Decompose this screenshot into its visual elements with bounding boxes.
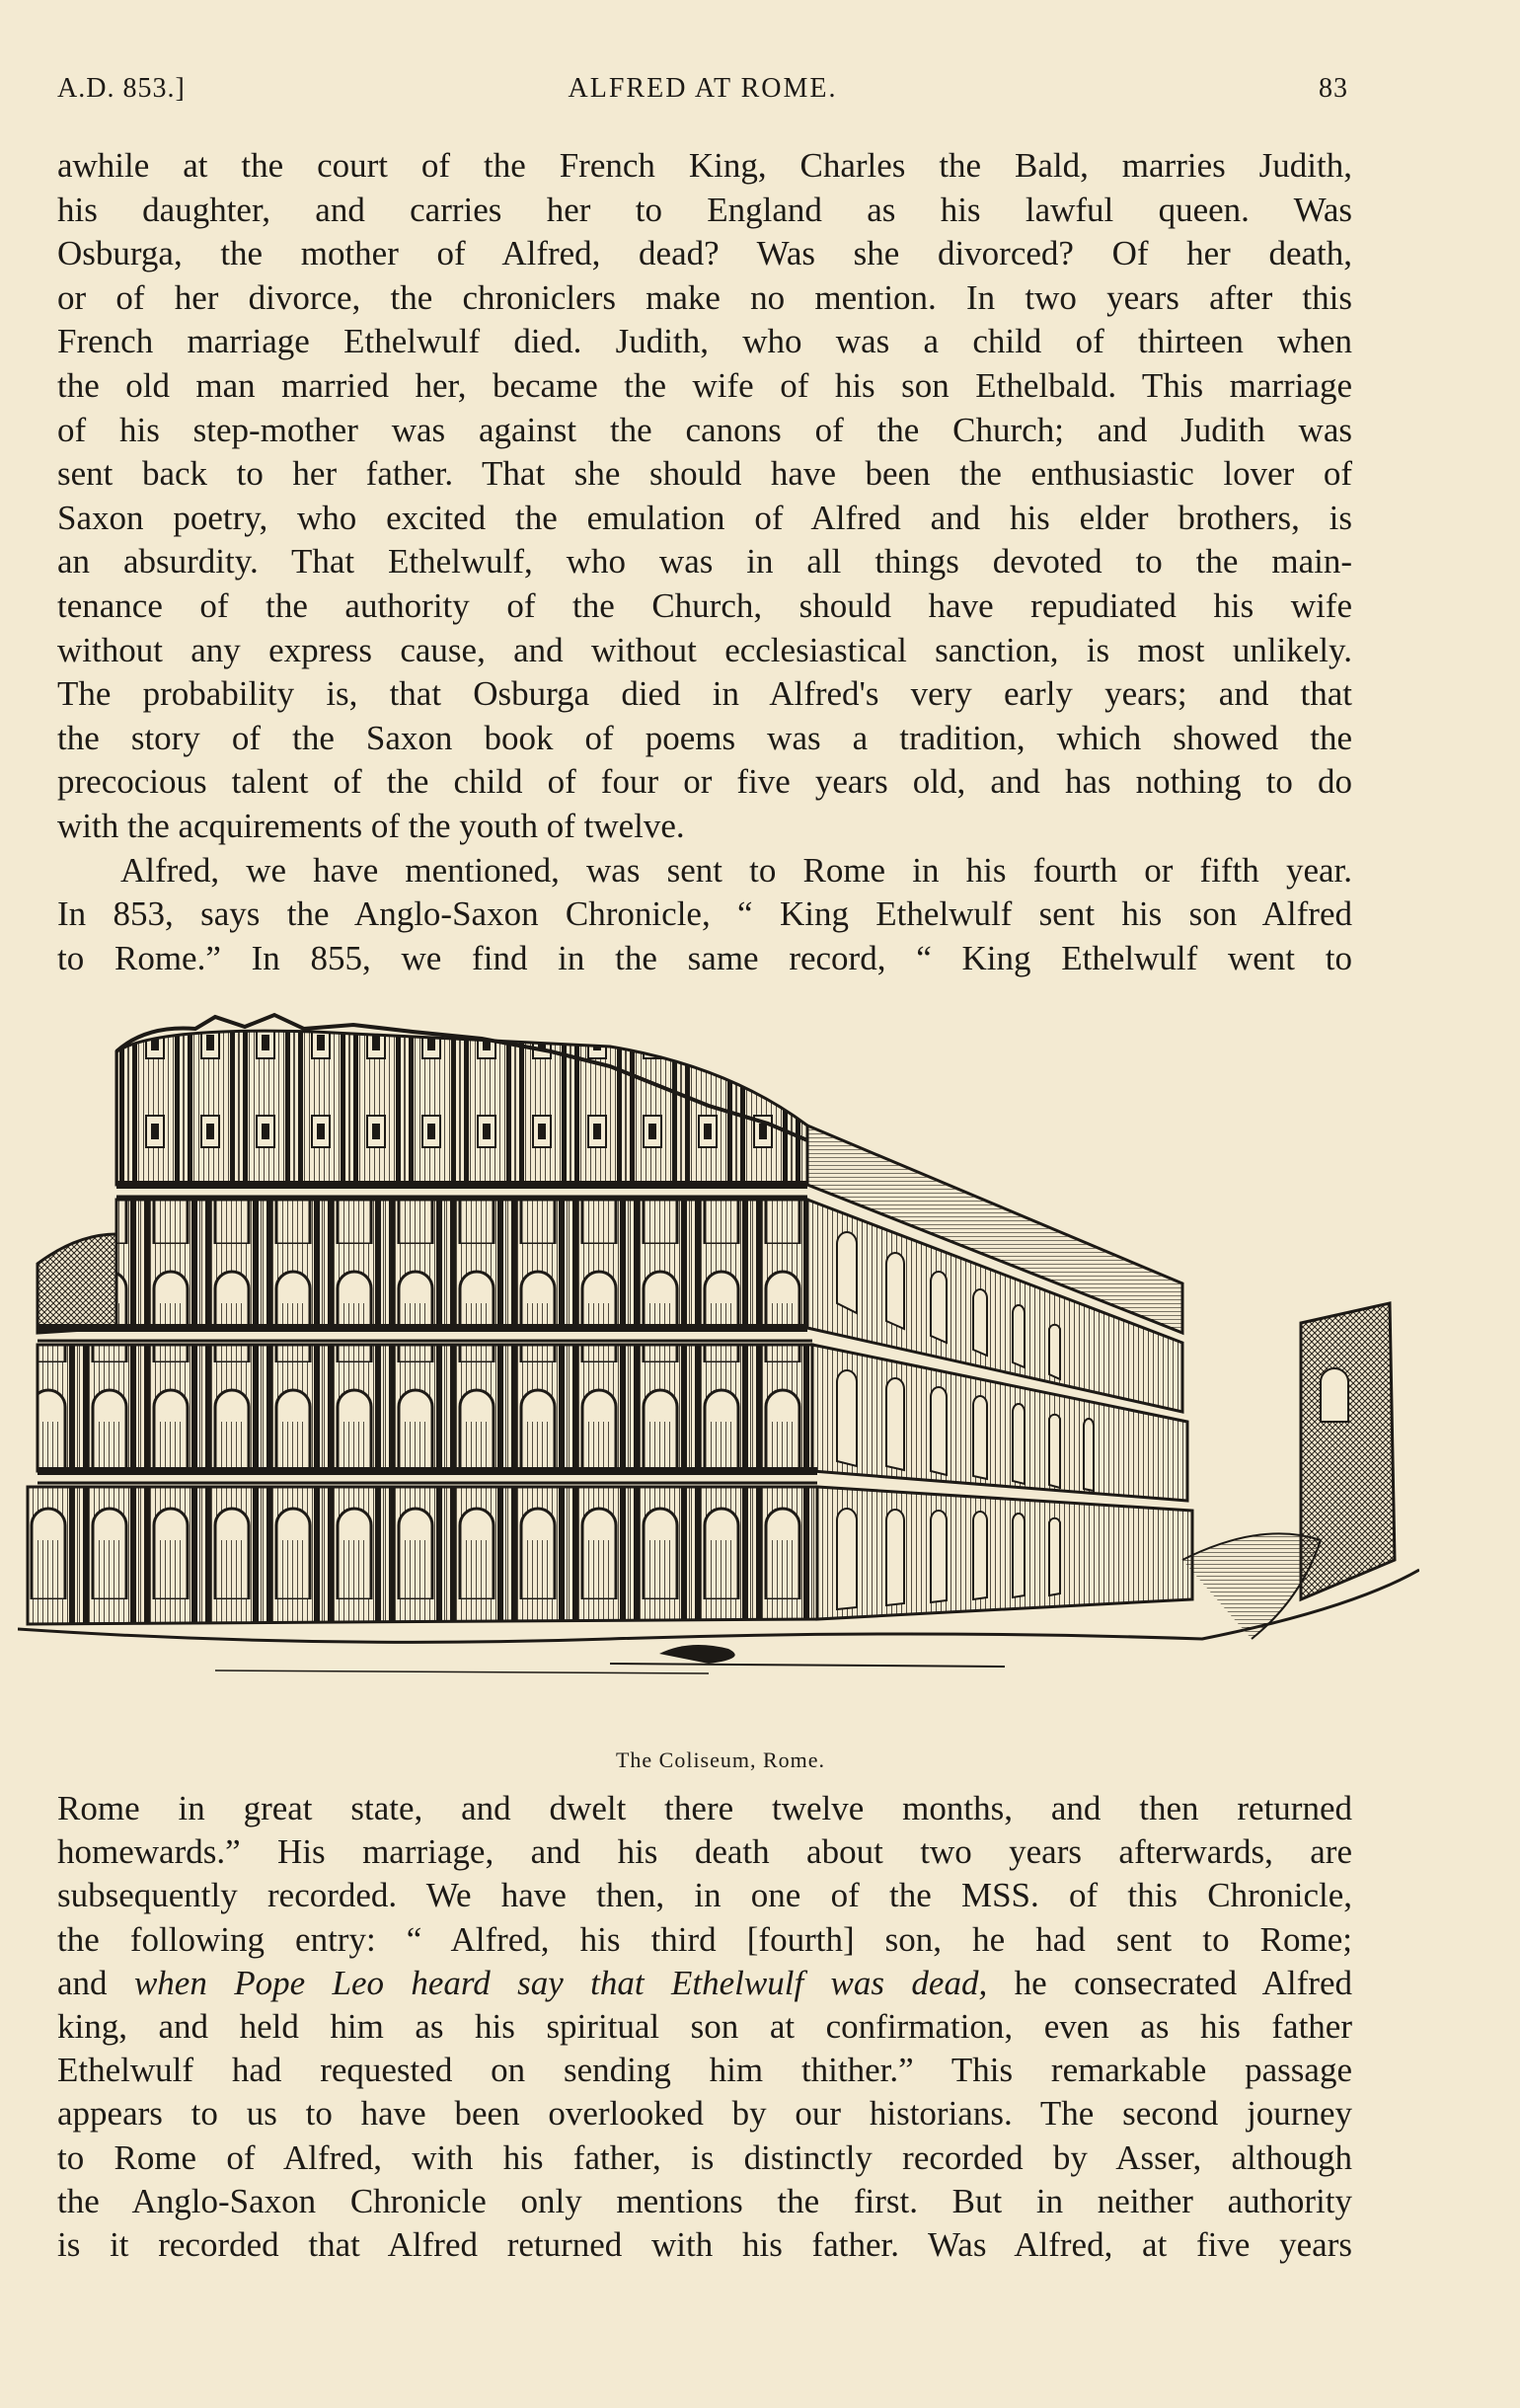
text-line: Ethelwulf had requested on sending him thither.” This remarkable passage — [57, 2051, 1352, 2090]
text-line: his daughter, and carries her to England as his lawful queen. Was — [57, 190, 1352, 229]
text-line: homewards.” His marriage, and his death about two years afterwards, are — [57, 1832, 1352, 1872]
text-line: awhile at the court of the French King, Charles the Bald, marries Judith, — [57, 146, 1352, 185]
text-line: the following entry: “ Alfred, his third [fourth] son, he had sent to Rome; — [57, 1919, 1352, 1959]
body-text-bottom — [57, 1787, 1352, 2267]
text-line: is it recorded that Alfred returned with his father. Was Alfred, at five years — [57, 2224, 1352, 2264]
header-title: ALFRED AT ROME. — [568, 73, 838, 104]
text-line: an absurdity. That Ethelwulf, who was in all things devoted to the main- — [57, 542, 1352, 582]
text-line: king, and held him as his spiritual son at confirmation, even as his father — [57, 2006, 1352, 2046]
text-line: sent back to her father. That she should have been the enthusiastic lover of — [57, 454, 1352, 494]
figure-caption: The Coliseum, Rome. — [615, 1748, 826, 1772]
text-line: to Rome.” In 855, we find in the same record, “ King Ethelwulf went to — [57, 938, 1352, 977]
text-line: the story of the Saxon book of poems was a tradition, which showed the — [57, 718, 1352, 757]
body-text-top — [57, 144, 1352, 980]
text-line: to Rome of Alfred, with his father, is distinctly recorded by Asser, although — [57, 2137, 1352, 2177]
text-line: with the acquirements of the youth of twelve. — [57, 806, 685, 845]
text-line: In 853, says the Anglo-Saxon Chronicle, “ King Ethelwulf sent his son Alfred — [57, 894, 1352, 934]
text-line: appears to us to have been overlooked by our historians. The second journey — [57, 2094, 1352, 2134]
text-line: Rome in great state, and dwelt there twelve months, and then returned — [57, 1789, 1352, 1827]
text-line: the old man married her, became the wife of his son Ethelbald. This marriage — [57, 365, 1352, 405]
text-segment: and — [57, 1963, 134, 2002]
page-number: 83 — [1319, 73, 1348, 104]
coliseum-engraving — [18, 1007, 1419, 1718]
text-line: or of her divorce, the chroniclers make no mention. In two years after this — [57, 277, 1352, 317]
text-line: precocious talent of the child of four or five years old, and has nothing to do — [57, 762, 1352, 802]
header-date: A.D. 853.] — [57, 73, 186, 104]
text-line: Osburga, the mother of Alfred, dead? Was she divorced? Of her death, — [57, 234, 1352, 273]
text-line: subsequently recorded. We have then, in one of the MSS. of this Chronicle, — [57, 1876, 1352, 1915]
text-line: tenance of the authority of the Church, should have repudiated his wife — [57, 585, 1352, 625]
italic-quote: when Pope Leo heard say that Ethelwulf was dead, — [133, 1963, 988, 2002]
text-segment: he consecrated Alfred — [987, 1963, 1352, 2002]
text-line: Saxon poetry, who excited the emulation of Alfred and his elder brothers, is — [57, 498, 1352, 537]
text-line: The probability is, that Osburga died in Alfred's very early years; and that — [57, 674, 1352, 714]
text-line-italic — [57, 1962, 1352, 2005]
text-line: without any express cause, and without ecclesiastical sanction, is most unlikely. — [57, 630, 1352, 669]
running-header — [57, 73, 1348, 113]
text-line: Alfred, we have mentioned, was sent to Rome in his fourth or fifth year. — [120, 850, 1352, 890]
text-line: French marriage Ethelwulf died. Judith, who was a child of thirteen when — [57, 322, 1352, 361]
text-line: the Anglo-Saxon Chronicle only mentions the first. But in neither authority — [57, 2181, 1352, 2220]
text-line: of his step-mother was against the canons of the Church; and Judith was — [57, 410, 1352, 449]
